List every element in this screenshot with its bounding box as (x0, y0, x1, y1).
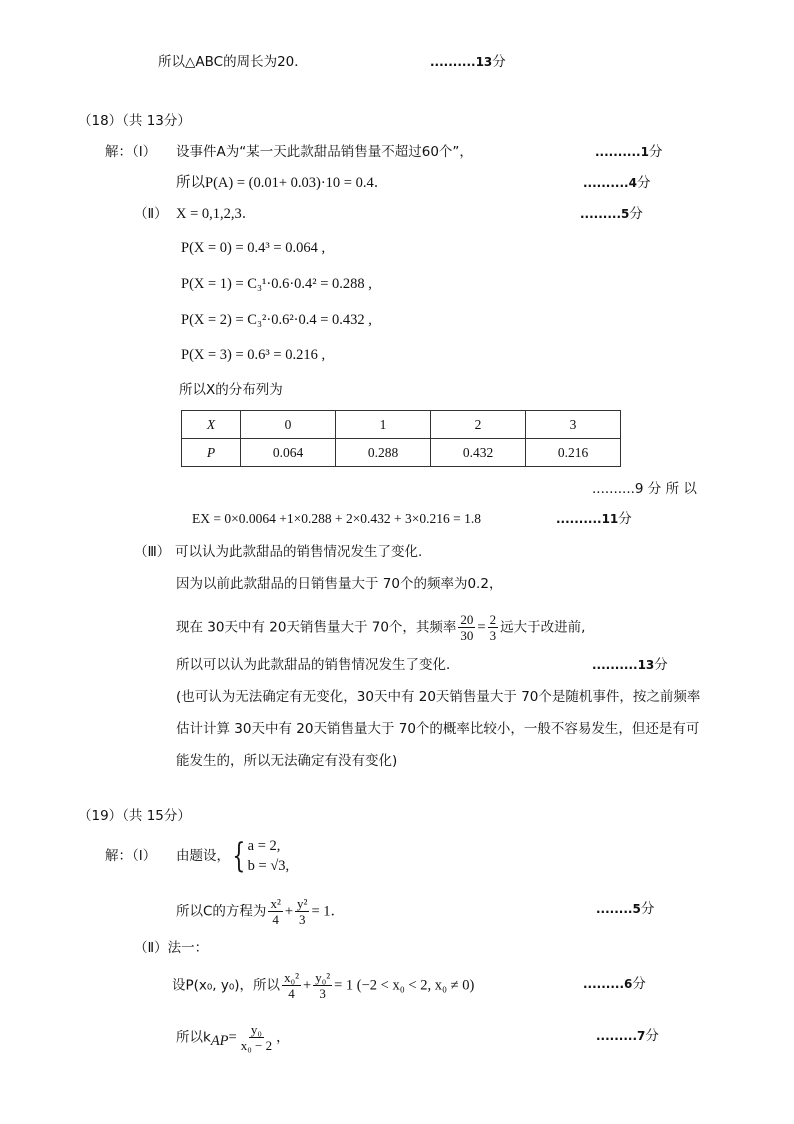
ellipse-equation-line: 所以C的方程为 $\frac{\text{x²}}{4}$ + $\frac{\text{y²}}{3}$ = 1． (176, 896, 345, 927)
abc-perimeter-line: 所以△ABC的周长为20． (158, 54, 308, 70)
fraction-y0-x0-minus-2: $\frac{\text{y₀}}{\text{x₀ − 2}}$ (240, 1022, 273, 1053)
q19-part2-label: （Ⅱ）法一： (134, 940, 209, 956)
q18-x-values: X = 0,1,2,3． (176, 206, 257, 222)
q18-part1-label: 解：（Ⅰ） (105, 144, 157, 160)
score-6: .........6分 (583, 976, 646, 992)
table-cell: 0.064 (241, 439, 336, 467)
score-9-line: ..........9 分 所 以 (592, 481, 697, 497)
table-cell: 2 (431, 411, 526, 439)
ex-line: EX = 0×0.0064 +1×0.288 + 2×0.432 + 3×0.216 = 1.8 (192, 511, 482, 526)
p3-line2-text: 现在 30天中有 20天销售量大于 70个，其频率 (176, 619, 457, 636)
q19-part1-text: 由题设， (176, 848, 230, 864)
left-brace-icon: { (232, 836, 246, 876)
q18-part2-label: （Ⅱ） (134, 206, 168, 222)
px2-line: P(X = 2) = C₃²·0.6²·0.4 = 0.432 , (181, 312, 372, 328)
score-5: .........5分 (580, 206, 643, 222)
fraction-x0-4: $\frac{\text{x₀²}}{4}$ (284, 970, 299, 1001)
fraction-y0-3: $\frac{\text{y₀²}}{3}$ (315, 970, 331, 1001)
q18-pa-line: 所以P(A) = (0.01+ 0.03)·10 = 0.4． (176, 175, 389, 191)
fraction-20-30: $\frac{20}{30}$ (460, 612, 474, 643)
score-7: .........7分 (596, 1028, 659, 1044)
p3-line2: 现在 30天中有 20天销售量大于 70个，其频率 $\frac{20}{30}$ = $\frac{2}{3}$ 远大于改进前, (176, 612, 586, 643)
px1-line: P(X = 1) = C₃¹·0.6·0.4² = 0.288 , (181, 276, 372, 292)
dist-intro: 所以X的分布列为 (179, 382, 283, 398)
q18-header: （18）（共 13分） (78, 113, 191, 129)
table-row (182, 439, 621, 467)
fraction-y2-3: $\frac{\text{y²}}{3}$ (297, 896, 308, 927)
kap-line: 所以$k_{AP}=$ $\frac{\text{y₀}}{\text{x₀ − 2}}$ ， (176, 1022, 290, 1053)
q18-part1-text: 设事件A为“某一天此款甜品销售量不超过60个”， (176, 144, 473, 160)
score-11: ..........11分 (556, 511, 632, 527)
table-cell: 0.216 (526, 439, 621, 467)
table-row (182, 411, 621, 439)
table-cell: 1 (336, 411, 431, 439)
table-cell: 0 (241, 411, 336, 439)
table-cell: 0.288 (336, 439, 431, 467)
table-cell: 3 (526, 411, 621, 439)
table-cell: X (182, 411, 241, 439)
score-13-abc: ..........13分 (430, 54, 506, 70)
point-p-line: 设P(x₀, y₀)，所以 $\frac{\text{x₀²}}{4}$ + $\frac{\text{y₀²}}{3}$ = 1 (−2 < x₀ < 2, x₀ ≠ 0) (172, 970, 475, 1001)
p3-line5: 估计计算 30天中有 20天销售量大于 70个的概率比较小，一般不容易发生，但还是有可 (176, 721, 700, 737)
fraction-2-3: $\frac{2}{3}$ (489, 612, 497, 643)
score-1: ..........1分 (595, 144, 663, 160)
p3-line1: 因为以前此款甜品的日销售量大于 70个的频率为0.2， (176, 576, 503, 592)
p3-line6: 能发生的，所以无法确定有没有变化) (176, 753, 398, 769)
p3-line4: (也可认为无法确定有无变化，30天中有 20天销售量大于 70个是随机事件，按之前频率 (176, 689, 701, 705)
equation-system: { a = 2, b = √3, (232, 836, 290, 876)
table-cell: 0.432 (431, 439, 526, 467)
p3-line2-tail: 远大于改进前, (500, 619, 586, 636)
px3-line: P(X = 3) = 0.6³ = 0.216 , (181, 347, 326, 363)
score-13: ..........13分 (592, 657, 668, 673)
p3-line3: 所以可以认为此款甜品的销售情况发生了变化． (176, 657, 460, 673)
fraction-x2-4: $\frac{\text{x²}}{4}$ (270, 896, 281, 927)
px0-line: P(X = 0) = 0.4³ = 0.064 , (181, 240, 326, 256)
distribution-table (181, 410, 621, 467)
score-5-q19: ........5分 (596, 901, 655, 917)
q19-header: （19）（共 15分） (78, 808, 191, 824)
q18-part3-label: （Ⅲ） (134, 544, 171, 560)
score-4: ..........4分 (583, 175, 651, 191)
q18-part3-text: 可以认为此款甜品的销售情况发生了变化. (175, 544, 423, 560)
q19-part1-label: 解：（Ⅰ） (105, 848, 157, 864)
table-cell: P (182, 439, 241, 467)
